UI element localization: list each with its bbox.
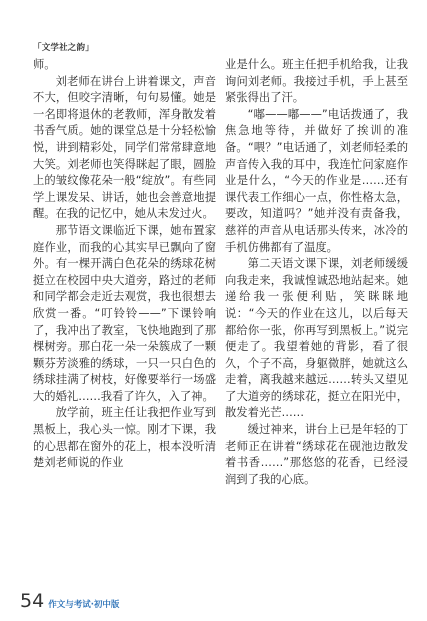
paragraph: 缓过神来，讲台上已是年轻的丁老师正在讲着“绣球花在砚池边散发着书香……”那悠悠的花香，已经浸润到了我的心底。 <box>225 423 408 486</box>
paragraph: 放学前，班主任让我把作业写到黑板上，我心头一惊。刚才下课，我的心思都在窗外的花上，根本没听清楚刘老师说的作业 <box>33 406 216 470</box>
section-tag: 「文学社之韵」 <box>33 43 94 53</box>
right-column <box>225 57 408 488</box>
paragraph: “嘟——嘟——”电话拨通了，我焦急地等待，并做好了挨训的准备。“喂？”电话通了，刘老师轻柔的声音传入我的耳中，我连忙问家庭作业是什么，“今天的作业是……还有课代表工作细心一点，你性格太急，要改，知道吗？”她并没有责备我，慈祥的声音从电话那头传来，冰冷的手机仿佛都有了温度。 <box>225 107 408 254</box>
left-column <box>33 57 216 472</box>
paragraph: 师。 <box>33 58 56 71</box>
magazine-name: 作文与考试·初中版 <box>48 600 120 610</box>
page-footer <box>20 591 119 611</box>
page-number: 54 <box>20 590 45 612</box>
paragraph: 第二天语文课下课，刘老师缓缓向我走来，我诚惶诚恐地站起来。她递给我一张便利贴，笑眯眯地说：“今天的作业在这儿，以后每天都给你一张，你再写到黑板上。”说完便走了。我望着她的背影，看了很久，个子不高，身躯微胖，她就这么走着，离我越来越远……转头又望见了大道旁的绣球花，挺立在阳光中，散发着光芒…… <box>225 257 408 420</box>
paragraph: 那节语文课临近下课，她布置家庭作业，而我的心其实早已飘向了窗外。有一棵开满白色花朵的绣球花树挺立在校园中央大道旁，路过的老师和同学都会走近去观赏，我也很想去欣赏一番。“叮铃铃——”下课铃响了，我冲出了教室，飞快地跑到了那棵树旁。那白花一朵一朵簇成了一颗颗芬芳淡雅的绣球，一只一只白色的绣球挂满了树枝，好像要举行一场盛大的婚礼……我看了许久，入了神。 <box>33 223 216 403</box>
paragraph: 刘老师在讲台上讲着课文，声音不大，但咬字清晰，句句易懂。她是一名即将退休的老教师，浑身散发着书香气质。她的课堂总是十分轻松愉悦，讲到精彩处，同学们常常肆意地大笑。刘老师也笑得眯起了眼，圆脸上的皱纹像花朵一般“绽放”。有些同学上课发呆、讲话，她也会善意地提醒。在我的记忆中，她从未发过火。 <box>33 74 216 221</box>
paragraph: 业是什么。班主任把手机给我，让我询问刘老师。我接过手机，手上甚至紧张得出了汗。 <box>225 58 408 105</box>
